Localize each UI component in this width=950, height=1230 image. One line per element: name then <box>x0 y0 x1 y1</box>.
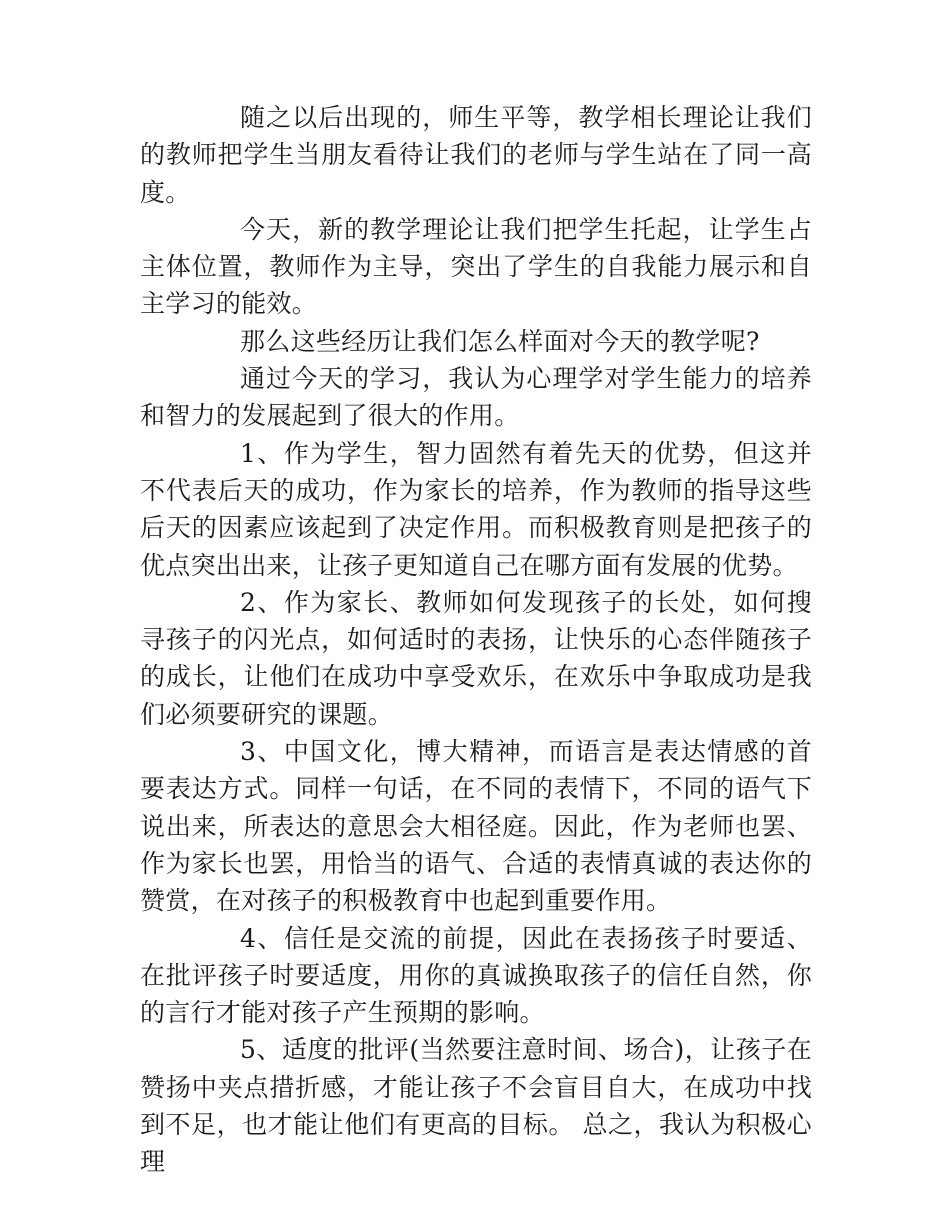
paragraph-5: 1、作为学生，智力固然有着先天的优势，但这并不代表后天的成功，作为家长的培养，作为教师的指导这些后天的因素应该起到了决定作用。而积极教育则是把孩子的优点突出出来，让孩子更知道自己在哪方面有发展的优势。 <box>140 438 812 580</box>
paragraph-2: 今天，新的教学理论让我们把学生托起，让学生占主体位置，教师作为主导，突出了学生的自我能力展示和自主学习的能效。 <box>140 214 812 319</box>
paragraph-4: 通过今天的学习，我认为心理学对学生能力的培养和智力的发展起到了很大的作用。 <box>140 364 812 431</box>
paragraph-1: 随之以后出现的，师生平等，教学相长理论让我们的教师把学生当朋友看待让我们的老师与学生站在了同一高度。 <box>140 103 812 207</box>
paragraph-6: 2、作为家长、教师如何发现孩子的长处，如何搜寻孩子的闪光点，如何适时的表扬，让快乐的心态伴随孩子的成长，让他们在成功中享受欢乐，在欢乐中争取成功是我们必须要研究的课题。 <box>140 587 812 729</box>
paragraph-8: 4、信任是交流的前提，因此在表扬孩子时要适、在批评孩子时要适度，用你的真诚换取孩子的信任自然，你的言行才能对孩子产生预期的影响。 <box>140 923 812 1028</box>
paragraph-3: 那么这些经历让我们怎么样面对今天的教学呢? <box>240 326 760 356</box>
document-body <box>140 99 812 1181</box>
paragraph-7: 3、中国文化，博大精神，而语言是表达情感的首要表达方式。同样一句话，在不同的表情下，不同的语气下说出来，所表达的意思会大相径庭。因此，作为老师也罢、作为家长也罢，用恰当的语气、合适的表情真诚的表达你的赞赏，在对孩子的积极教育中也起到重要作用。 <box>140 737 812 916</box>
paragraph-9: 5、适度的批评(当然要注意时间、场合)，让孩子在赞扬中夹点措折感，才能让孩子不会盲目自大，在成功中找到不足，也才能让他们有更高的目标。 总之，我认为积极心理 <box>140 1035 812 1177</box>
